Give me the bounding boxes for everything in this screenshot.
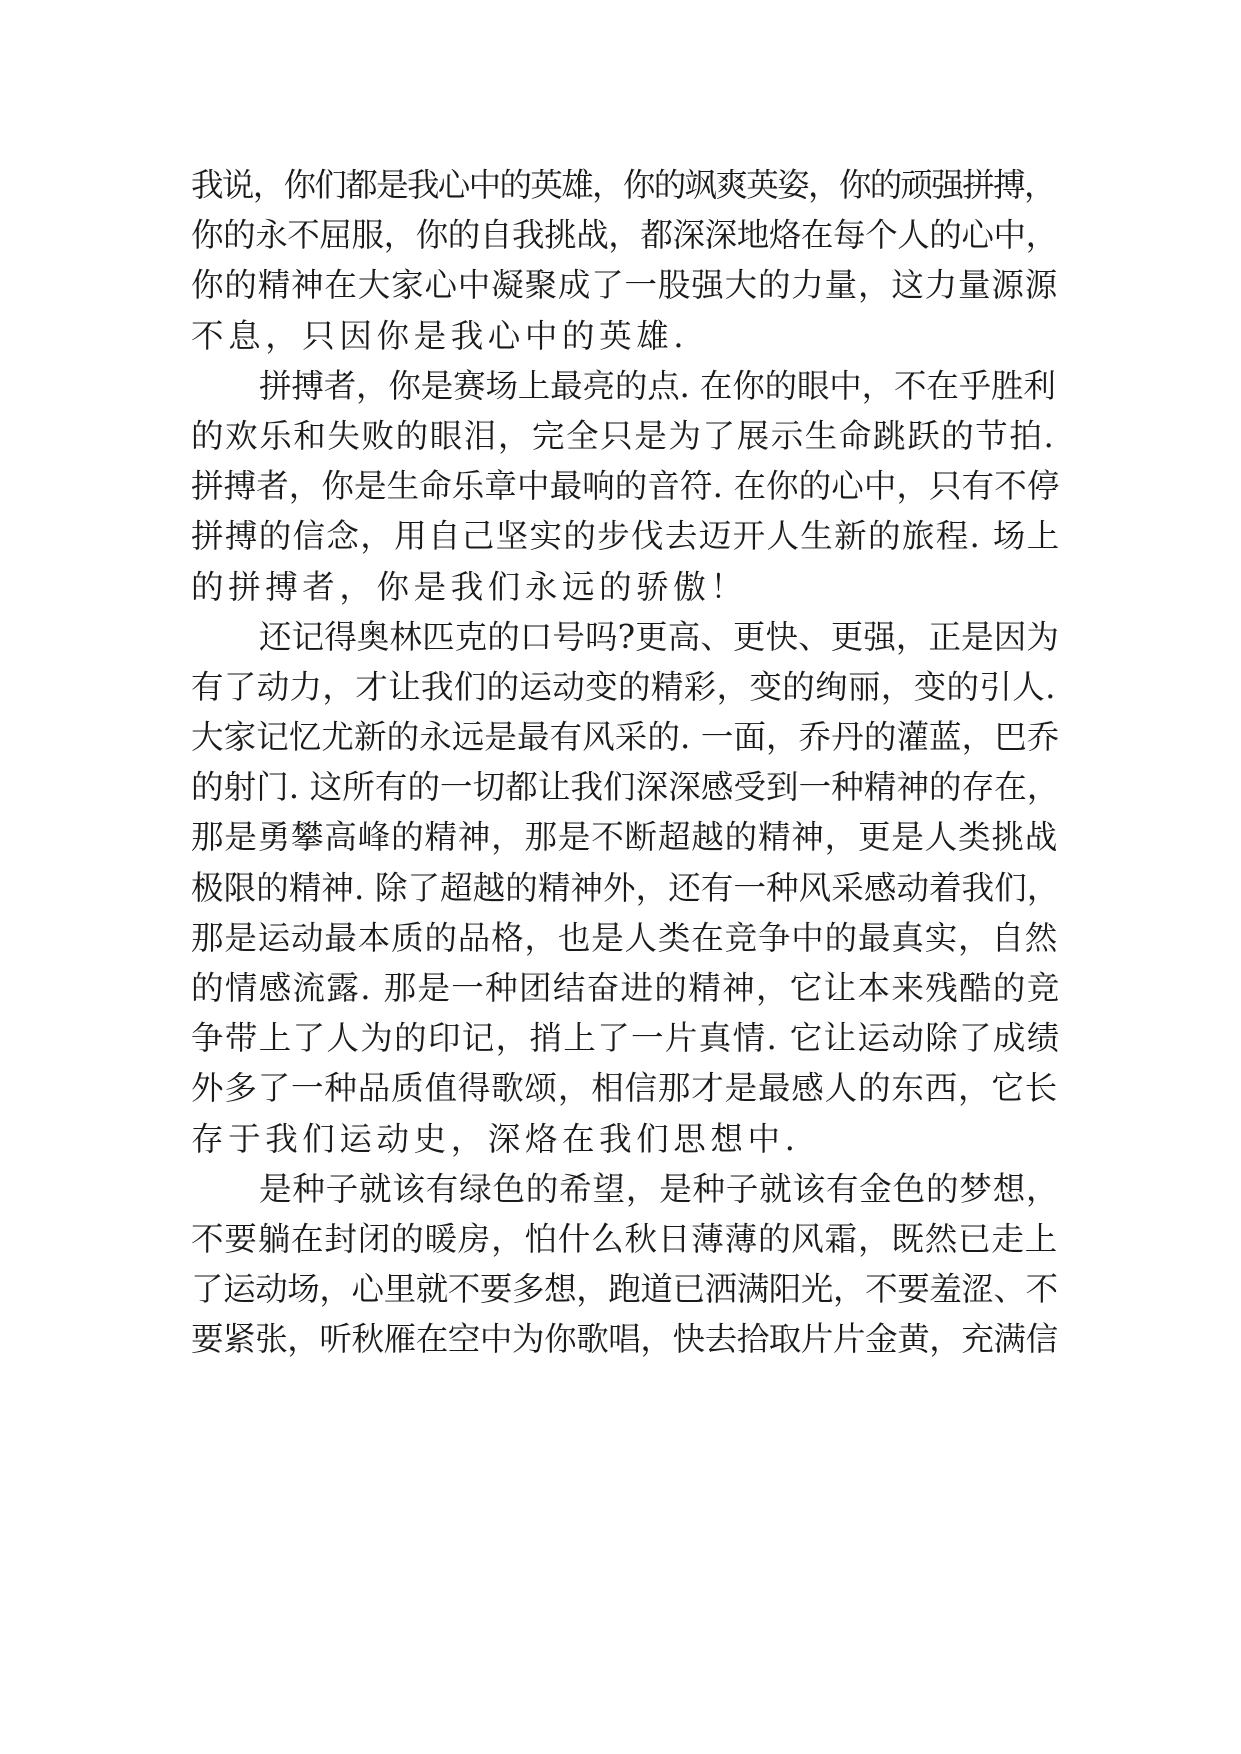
text-line: 了运动场，心里就不要多想，跑道已洒满阳光，不要羞涩、不 bbox=[191, 1270, 1058, 1309]
text-line: 还记得奥林匹克的口号吗?更高、更快、更强，正是因为 bbox=[259, 617, 1059, 656]
text-line: 拼搏的信念，用自己坚实的步伐去迈开人生新的旅程. 场上 bbox=[191, 517, 1061, 556]
text-line: 的拼搏者，你是我们永远的骄傲！ bbox=[191, 567, 748, 606]
text-line: 是种子就该有绿色的希望，是种子就该有金色的梦想， bbox=[259, 1169, 1060, 1208]
text-line: 的欢乐和失败的眼泪，完全只是为了展示生命跳跃的节拍. bbox=[191, 416, 1056, 455]
text-line: 有了动力，才让我们的运动变的精彩，变的绚丽，变的引人. bbox=[191, 667, 1056, 706]
text-line: 外多了一种品质值得歌颂，相信那才是最感人的东西，它长 bbox=[191, 1069, 1059, 1108]
text-line: 拼搏者，你是生命乐章中最响的音符. 在你的心中，只有不停 bbox=[191, 467, 1060, 506]
text-line: 不要躺在封闭的暖房，怕什么秋日薄薄的风霜，既然已走上 bbox=[191, 1219, 1059, 1258]
text-line: 不息，只因你是我心中的英雄. bbox=[191, 316, 689, 355]
text-line: 你的永不屈服，你的自我挑战，都深深地烙在每个人的心中， bbox=[191, 216, 1058, 255]
text-line: 你的精神在大家心中凝聚成了一股强大的力量，这力量源源 bbox=[191, 266, 1059, 305]
text-line: 那是勇攀高峰的精神，那是不断超越的精神，更是人类挑战 bbox=[191, 818, 1059, 857]
body-text bbox=[191, 160, 1061, 1365]
text-line: 要紧张，听秋雁在空中为你歌唱，快去拾取片片金黄，充满信 bbox=[191, 1320, 1058, 1359]
text-line: 极限的精神. 除了超越的精神外，还有一种风采感动着我们， bbox=[191, 868, 1060, 907]
text-line: 争带上了人为的印记，捎上了一片真情. 它让运动除了成绩 bbox=[191, 1019, 1061, 1058]
text-line: 的情感流露. 那是一种团结奋进的精神，它让本来残酷的竞 bbox=[191, 969, 1061, 1007]
text-line: 我说，你们都是我心中的英雄，你的飒爽英姿，你的顽强拼搏， bbox=[191, 166, 1055, 204]
text-line: 那是运动最本质的品格，也是人类在竞争中的最真实，自然 bbox=[191, 918, 1059, 957]
text-line: 拼搏者，你是赛场上最亮的点. 在你的眼中，不在乎胜利 bbox=[259, 366, 1056, 405]
text-line: 大家记忆尤新的永远是最有风采的. 一面，乔丹的灌蓝，巴乔 bbox=[191, 718, 1060, 757]
text-line: 的射门. 这所有的一切都让我们深深感受到一种精神的存在， bbox=[191, 768, 1060, 807]
text-line: 存于我们运动史，深烙在我们思想中. bbox=[191, 1119, 800, 1158]
